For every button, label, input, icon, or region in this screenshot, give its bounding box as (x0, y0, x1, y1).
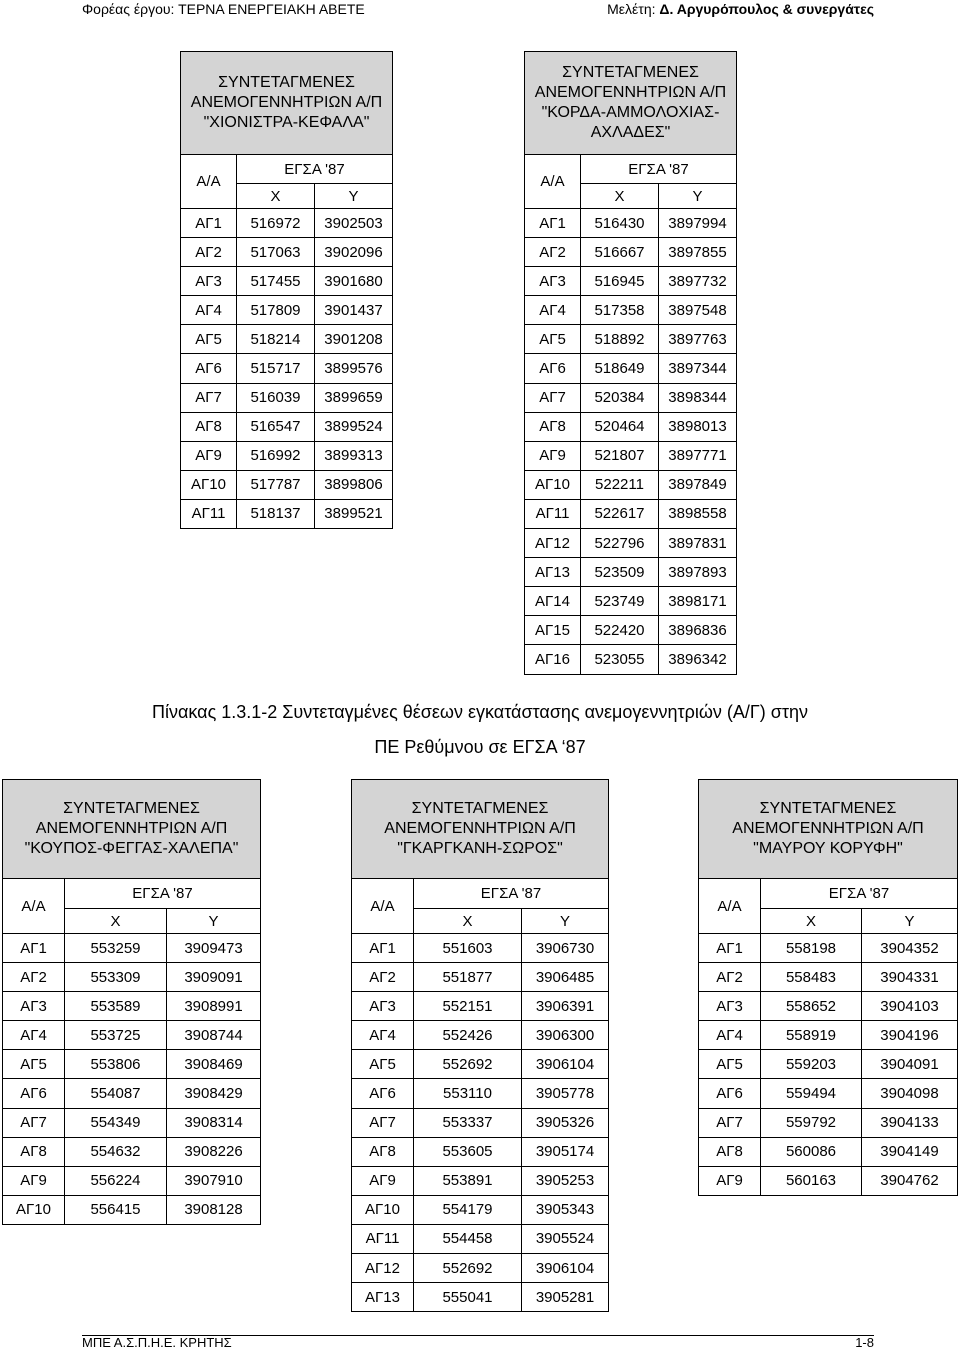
coordinate-y: 3897855 (659, 238, 737, 267)
header-study-author-name: Δ. Αργυρόπουλος & συνεργάτες (659, 1, 874, 17)
coordinate-y: 3898171 (659, 587, 737, 616)
column-header-egsa: ΕΓΣΑ '87 (414, 879, 609, 909)
coordinate-x: 552426 (414, 1021, 522, 1050)
turbine-id: ΑΓ8 (3, 1137, 65, 1166)
coordinate-y: 3905343 (522, 1195, 609, 1224)
table-row (525, 209, 737, 238)
coordinate-x: 518137 (237, 499, 315, 528)
turbine-id: ΑΓ9 (181, 441, 237, 470)
coordinate-x: 551603 (414, 934, 522, 963)
turbine-id: ΑΓ3 (3, 992, 65, 1021)
turbine-id: ΑΓ11 (525, 499, 581, 528)
turbine-id: ΑΓ4 (181, 296, 237, 325)
coordinate-x: 555041 (414, 1283, 522, 1312)
coordinate-x: 553259 (65, 934, 167, 963)
table-row (699, 1108, 958, 1137)
table-row (525, 383, 737, 412)
table-row (699, 1050, 958, 1079)
column-header-egsa: ΕΓΣΑ '87 (65, 879, 261, 909)
coordinate-y: 3902503 (315, 209, 393, 238)
turbine-id: ΑΓ5 (699, 1050, 761, 1079)
table-row (181, 267, 393, 296)
coordinate-x: 522420 (581, 616, 659, 645)
coordinate-x: 558198 (761, 934, 862, 963)
turbine-id: ΑΓ6 (699, 1079, 761, 1108)
coordinate-x: 523055 (581, 645, 659, 674)
table-row (181, 354, 393, 383)
table-row (525, 558, 737, 587)
coordinates-table (698, 779, 958, 1196)
coordinates-table (2, 779, 261, 1225)
table-row (3, 963, 261, 992)
column-header-x: X (237, 184, 315, 209)
turbine-id: ΑΓ14 (525, 587, 581, 616)
coordinate-x: 558483 (761, 963, 862, 992)
coordinate-x: 517063 (237, 238, 315, 267)
coordinate-y: 3908429 (167, 1079, 261, 1108)
coordinate-x: 517455 (237, 267, 315, 296)
column-header-x: X (581, 184, 659, 209)
table-row (181, 470, 393, 499)
coordinate-y: 3904196 (862, 1021, 958, 1050)
table-row (3, 1108, 261, 1137)
coordinate-y: 3904149 (862, 1137, 958, 1166)
turbine-id: ΑΓ12 (525, 529, 581, 558)
coordinate-x: 520384 (581, 383, 659, 412)
table-row (352, 934, 609, 963)
coordinate-x: 558919 (761, 1021, 862, 1050)
coordinate-y: 3904103 (862, 992, 958, 1021)
coordinate-y: 3908469 (167, 1050, 261, 1079)
column-header-y: Y (862, 909, 958, 934)
table-row (3, 992, 261, 1021)
turbine-id: ΑΓ1 (525, 209, 581, 238)
coordinate-x: 552692 (414, 1050, 522, 1079)
turbine-id: ΑΓ2 (3, 963, 65, 992)
coordinate-x: 560086 (761, 1137, 862, 1166)
turbine-id: ΑΓ11 (352, 1224, 414, 1253)
coordinate-x: 515717 (237, 354, 315, 383)
table-title: ΣΥΝΤΕΤΑΓΜΕΝΕΣ ΑΝΕΜΟΓΕΝΝΗΤΡΙΩΝ Α/Π "ΜΑΥΡΟΥ ΚΟΡΥΦΗ" (699, 780, 958, 879)
coordinate-x: 554349 (65, 1108, 167, 1137)
turbine-id: ΑΓ10 (3, 1195, 65, 1224)
turbine-id: ΑΓ9 (699, 1166, 761, 1195)
table-row (181, 238, 393, 267)
table-row (699, 992, 958, 1021)
table-row (352, 1050, 609, 1079)
coordinate-y: 3906485 (522, 963, 609, 992)
turbine-id: ΑΓ7 (3, 1108, 65, 1137)
coordinate-x: 520464 (581, 412, 659, 441)
column-header-aa: Α/Α (181, 155, 237, 209)
table-title: ΣΥΝΤΕΤΑΓΜΕΝΕΣ ΑΝΕΜΟΓΕΝΝΗΤΡΙΩΝ Α/Π "ΚΟΥΠΟΣ-ΦΕΓΓΑΣ-ΧΑΛΕΠΑ" (3, 780, 261, 879)
table-row (525, 412, 737, 441)
table-row (181, 499, 393, 528)
coordinate-x: 556224 (65, 1166, 167, 1195)
coordinate-x: 553110 (414, 1079, 522, 1108)
table-title: ΣΥΝΤΕΤΑΓΜΕΝΕΣ ΑΝΕΜΟΓΕΝΝΗΤΡΙΩΝ Α/Π "ΧΙΟΝΙΣΤΡΑ-ΚΕΦΑΛΑ" (181, 52, 393, 155)
coordinate-y: 3901437 (315, 296, 393, 325)
turbine-id: ΑΓ5 (181, 325, 237, 354)
turbine-id: ΑΓ2 (699, 963, 761, 992)
table-row (525, 325, 737, 354)
coordinate-x: 516039 (237, 383, 315, 412)
table-row (525, 499, 737, 528)
table-row (352, 1283, 609, 1312)
coordinate-y: 3899524 (315, 412, 393, 441)
header-study-author: Μελέτη: Δ. Αργυρόπουλος & συνεργάτες (607, 1, 874, 17)
table-caption: Πίνακας 1.3.1-2 Συντεταγμένες θέσεων εγκατάστασης ανεμογεννητριών (Α/Γ) στην (151, 702, 809, 722)
column-header-egsa: ΕΓΣΑ '87 (237, 155, 393, 184)
table-row (352, 1166, 609, 1195)
column-header-y: Y (167, 909, 261, 934)
turbine-id: ΑΓ2 (525, 238, 581, 267)
turbine-id: ΑΓ5 (352, 1050, 414, 1079)
coordinate-y: 3901208 (315, 325, 393, 354)
table-row (352, 1195, 609, 1224)
coordinate-x: 516992 (237, 441, 315, 470)
coordinates-table (180, 51, 393, 529)
table-row (525, 470, 737, 499)
table-row (181, 441, 393, 470)
column-header-y: Y (522, 909, 609, 934)
table-row (181, 325, 393, 354)
table-caption-line-2: ΠΕ Ρεθύμνου σε ΕΓΣΑ ‘87 (374, 737, 586, 757)
coordinate-x: 518214 (237, 325, 315, 354)
coordinate-x: 553725 (65, 1021, 167, 1050)
turbine-id: ΑΓ8 (181, 412, 237, 441)
turbine-id: ΑΓ1 (3, 934, 65, 963)
coordinate-x: 552692 (414, 1254, 522, 1283)
turbine-id: ΑΓ16 (525, 645, 581, 674)
turbine-id: ΑΓ3 (352, 992, 414, 1021)
turbine-id: ΑΓ3 (699, 992, 761, 1021)
column-header-y: Y (659, 184, 737, 209)
table-row (699, 1137, 958, 1166)
coordinate-x: 517809 (237, 296, 315, 325)
turbine-id: ΑΓ10 (525, 470, 581, 499)
coordinate-y: 3906104 (522, 1254, 609, 1283)
coordinate-x: 553309 (65, 963, 167, 992)
coordinate-y: 3906104 (522, 1050, 609, 1079)
turbine-id: ΑΓ10 (352, 1195, 414, 1224)
coordinate-y: 3897849 (659, 470, 737, 499)
table-title: ΣΥΝΤΕΤΑΓΜΕΝΕΣ ΑΝΕΜΟΓΕΝΝΗΤΡΙΩΝ Α/Π "ΚΟΡΔΑ-ΑΜΜΟΛΟΧΙΑΣ-ΑΧΛΑΔΕΣ" (525, 52, 737, 155)
turbine-id: ΑΓ9 (3, 1166, 65, 1195)
coordinate-x: 558652 (761, 992, 862, 1021)
turbine-id: ΑΓ9 (352, 1166, 414, 1195)
coordinates-table (524, 51, 737, 675)
coordinate-y: 3905326 (522, 1108, 609, 1137)
coordinate-y: 3904762 (862, 1166, 958, 1195)
turbine-id: ΑΓ12 (352, 1254, 414, 1283)
coordinate-x: 559792 (761, 1108, 862, 1137)
coordinate-y: 3902096 (315, 238, 393, 267)
table-row (699, 1021, 958, 1050)
turbine-id: ΑΓ1 (699, 934, 761, 963)
column-header-egsa: ΕΓΣΑ '87 (761, 879, 958, 909)
turbine-id: ΑΓ9 (525, 441, 581, 470)
turbine-id: ΑΓ4 (699, 1021, 761, 1050)
turbine-id: ΑΓ2 (352, 963, 414, 992)
coordinate-y: 3896836 (659, 616, 737, 645)
footer-page-number: 1-8 (855, 1335, 874, 1350)
turbine-id: ΑΓ6 (525, 354, 581, 383)
coordinate-y: 3905524 (522, 1224, 609, 1253)
table-title: ΣΥΝΤΕΤΑΓΜΕΝΕΣ ΑΝΕΜΟΓΕΝΝΗΤΡΙΩΝ Α/Π "ΓΚΑΡΓΚΑΝΗ-ΣΩΡΟΣ" (352, 780, 609, 879)
table-row (352, 963, 609, 992)
coordinate-y: 3906730 (522, 934, 609, 963)
coordinate-y: 3904331 (862, 963, 958, 992)
coordinate-x: 517358 (581, 296, 659, 325)
table-row (352, 1079, 609, 1108)
table-row (3, 1195, 261, 1224)
coordinate-x: 522211 (581, 470, 659, 499)
table-row (525, 238, 737, 267)
turbine-id: ΑΓ1 (181, 209, 237, 238)
table-row (525, 267, 737, 296)
table-row (3, 1166, 261, 1195)
coordinate-x: 560163 (761, 1166, 862, 1195)
coordinate-y: 3905281 (522, 1283, 609, 1312)
coordinate-x: 559494 (761, 1079, 862, 1108)
coordinate-x: 522796 (581, 529, 659, 558)
column-header-x: X (761, 909, 862, 934)
turbine-id: ΑΓ13 (525, 558, 581, 587)
turbine-id: ΑΓ13 (352, 1283, 414, 1312)
turbine-id: ΑΓ7 (352, 1108, 414, 1137)
column-header-y: Y (315, 184, 393, 209)
turbine-id: ΑΓ7 (525, 383, 581, 412)
coordinate-y: 3897893 (659, 558, 737, 587)
coordinate-y: 3905174 (522, 1137, 609, 1166)
coordinate-x: 523749 (581, 587, 659, 616)
coordinate-x: 516667 (581, 238, 659, 267)
coordinate-y: 3897994 (659, 209, 737, 238)
coordinate-y: 3897344 (659, 354, 737, 383)
coordinate-y: 3897548 (659, 296, 737, 325)
coordinate-y: 3909091 (167, 963, 261, 992)
coordinate-y: 3897831 (659, 529, 737, 558)
coordinate-y: 3899521 (315, 499, 393, 528)
turbine-id: ΑΓ4 (352, 1021, 414, 1050)
coordinate-y: 3898013 (659, 412, 737, 441)
column-header-egsa: ΕΓΣΑ '87 (581, 155, 737, 184)
turbine-id: ΑΓ6 (181, 354, 237, 383)
coordinate-x: 553589 (65, 992, 167, 1021)
turbine-id: ΑΓ7 (699, 1108, 761, 1137)
coordinate-y: 3904352 (862, 934, 958, 963)
coordinate-y: 3899806 (315, 470, 393, 499)
turbine-id: ΑΓ4 (3, 1021, 65, 1050)
turbine-id: ΑΓ11 (181, 499, 237, 528)
table-row (352, 1137, 609, 1166)
coordinate-x: 559203 (761, 1050, 862, 1079)
coordinate-x: 518649 (581, 354, 659, 383)
coordinate-x: 553337 (414, 1108, 522, 1137)
table-row (699, 934, 958, 963)
turbine-id: ΑΓ6 (3, 1079, 65, 1108)
table-row (3, 934, 261, 963)
coordinate-x: 551877 (414, 963, 522, 992)
coordinate-x: 522617 (581, 499, 659, 528)
coordinate-y: 3896342 (659, 645, 737, 674)
column-header-aa: Α/Α (352, 879, 414, 934)
coordinate-x: 554632 (65, 1137, 167, 1166)
table-row (181, 209, 393, 238)
footer-document-title: ΜΠΕ Α.Σ.Π.Η.Ε. ΚΡΗΤΗΣ (82, 1335, 232, 1350)
turbine-id: ΑΓ2 (181, 238, 237, 267)
turbine-id: ΑΓ7 (181, 383, 237, 412)
turbine-id: ΑΓ5 (3, 1050, 65, 1079)
turbine-id: ΑΓ4 (525, 296, 581, 325)
table-row (181, 296, 393, 325)
table-row (3, 1050, 261, 1079)
page-footer (0, 1335, 960, 1350)
coordinate-y: 3908226 (167, 1137, 261, 1166)
coordinate-x: 553806 (65, 1050, 167, 1079)
coordinate-y: 3908128 (167, 1195, 261, 1224)
coordinate-x: 554087 (65, 1079, 167, 1108)
table-row (525, 441, 737, 470)
turbine-id: ΑΓ8 (699, 1137, 761, 1166)
table-row (525, 529, 737, 558)
turbine-id: ΑΓ3 (181, 267, 237, 296)
table-row (181, 383, 393, 412)
column-header-x: X (65, 909, 167, 934)
coordinate-x: 553605 (414, 1137, 522, 1166)
table-row (352, 992, 609, 1021)
table-row (699, 1079, 958, 1108)
coordinate-y: 3904133 (862, 1108, 958, 1137)
coordinate-x: 516972 (237, 209, 315, 238)
coordinates-table (351, 779, 609, 1312)
page-header (0, 0, 960, 20)
coordinate-y: 3908314 (167, 1108, 261, 1137)
coordinate-y: 3897771 (659, 441, 737, 470)
table-row (525, 616, 737, 645)
table-row (525, 296, 737, 325)
table-row (352, 1224, 609, 1253)
coordinate-y: 3905778 (522, 1079, 609, 1108)
coordinate-y: 3906391 (522, 992, 609, 1021)
coordinate-x: 517787 (237, 470, 315, 499)
coordinate-x: 516430 (581, 209, 659, 238)
turbine-id: ΑΓ1 (352, 934, 414, 963)
coordinate-y: 3897763 (659, 325, 737, 354)
table-row (699, 1166, 958, 1195)
turbine-id: ΑΓ8 (525, 412, 581, 441)
coordinate-y: 3898558 (659, 499, 737, 528)
coordinate-x: 516945 (581, 267, 659, 296)
table-row (699, 963, 958, 992)
coordinate-x: 556415 (65, 1195, 167, 1224)
coordinate-x: 521807 (581, 441, 659, 470)
coordinate-x: 516547 (237, 412, 315, 441)
coordinate-y: 3908744 (167, 1021, 261, 1050)
table-row (525, 645, 737, 674)
turbine-id: ΑΓ8 (352, 1137, 414, 1166)
coordinate-y: 3907910 (167, 1166, 261, 1195)
coordinate-x: 554458 (414, 1224, 522, 1253)
column-header-aa: Α/Α (525, 155, 581, 209)
table-row (3, 1137, 261, 1166)
coordinate-x: 523509 (581, 558, 659, 587)
turbine-id: ΑΓ5 (525, 325, 581, 354)
turbine-id: ΑΓ15 (525, 616, 581, 645)
coordinate-y: 3908991 (167, 992, 261, 1021)
coordinate-x: 554179 (414, 1195, 522, 1224)
coordinate-x: 553891 (414, 1166, 522, 1195)
coordinate-y: 3899659 (315, 383, 393, 412)
coordinate-y: 3897732 (659, 267, 737, 296)
coordinate-x: 518892 (581, 325, 659, 354)
table-row (352, 1254, 609, 1283)
table-row (181, 412, 393, 441)
turbine-id: ΑΓ10 (181, 470, 237, 499)
coordinate-y: 3904091 (862, 1050, 958, 1079)
coordinate-y: 3904098 (862, 1079, 958, 1108)
header-project-owner: Φορέας έργου: ΤΕΡΝΑ ΕΝΕΡΓΕΙΑΚΗ ΑΒΕΤΕ (82, 1, 365, 17)
coordinate-y: 3898344 (659, 383, 737, 412)
turbine-id: ΑΓ3 (525, 267, 581, 296)
column-header-aa: Α/Α (3, 879, 65, 934)
column-header-aa: Α/Α (699, 879, 761, 934)
coordinate-x: 552151 (414, 992, 522, 1021)
table-row (3, 1079, 261, 1108)
coordinate-y: 3899313 (315, 441, 393, 470)
table-row (525, 354, 737, 383)
table-row (3, 1021, 261, 1050)
table-row (352, 1108, 609, 1137)
coordinate-y: 3899576 (315, 354, 393, 383)
turbine-id: ΑΓ6 (352, 1079, 414, 1108)
coordinate-y: 3909473 (167, 934, 261, 963)
coordinate-y: 3901680 (315, 267, 393, 296)
coordinate-y: 3906300 (522, 1021, 609, 1050)
table-row (525, 587, 737, 616)
column-header-x: X (414, 909, 522, 934)
table-row (352, 1021, 609, 1050)
coordinate-y: 3905253 (522, 1166, 609, 1195)
